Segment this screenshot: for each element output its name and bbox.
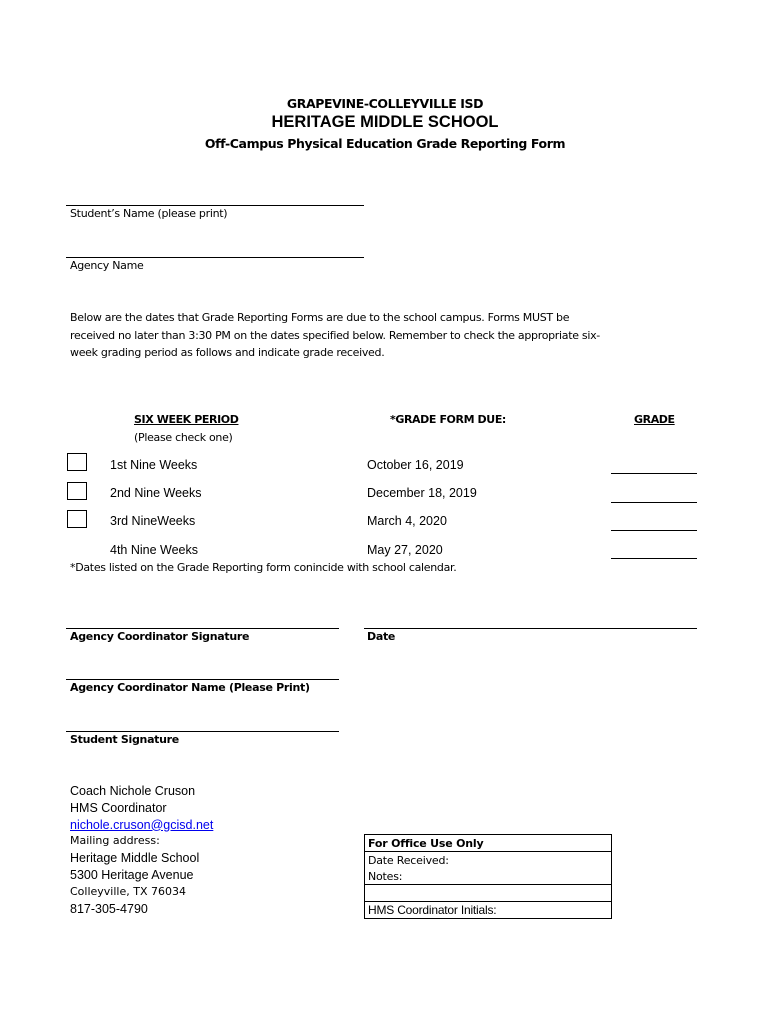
school-name: HERITAGE MIDDLE SCHOOL xyxy=(271,113,499,131)
contact-school: Heritage Middle School xyxy=(70,851,200,866)
contact-title: HMS Coordinator xyxy=(70,800,167,815)
hms-coordinator-initials-field[interactable]: HMS Coordinator Initials: xyxy=(365,902,612,919)
student-signature-label: Student Signature xyxy=(70,733,179,746)
period-3-checkbox[interactable] xyxy=(67,510,87,528)
contact-phone: 817-305-4790 xyxy=(70,901,148,916)
student-signature-line[interactable] xyxy=(66,731,339,732)
period-3-due: March 4, 2020 xyxy=(367,514,447,528)
form-title: Off-Campus Physical Education Grade Reporting Form xyxy=(204,136,566,151)
dates-footnote: *Dates listed on the Grade Reporting form conincide with school calendar. xyxy=(70,561,457,574)
date-label: Date xyxy=(367,630,396,643)
agency-coordinator-signature-line[interactable] xyxy=(66,628,339,629)
agency-coordinator-name-line[interactable] xyxy=(66,679,339,680)
period-4-label: 4th Nine Weeks xyxy=(110,543,199,557)
student-name-line[interactable] xyxy=(66,205,364,206)
date-line[interactable] xyxy=(364,628,697,629)
office-use-table xyxy=(364,834,612,919)
period-3-grade-line[interactable] xyxy=(611,530,697,531)
period-1-due: October 16, 2019 xyxy=(367,458,464,472)
period-4-grade-line[interactable] xyxy=(611,558,697,559)
student-name-label: Student’s Name (please print) xyxy=(70,207,228,220)
contact-block xyxy=(70,783,213,917)
period-2-checkbox[interactable] xyxy=(67,482,87,500)
period-2-label: 2nd Nine Weeks xyxy=(110,486,202,500)
mailing-address-label: Mailing address: xyxy=(70,834,160,848)
office-use-title: For Office Use Only xyxy=(365,835,612,852)
period-2-due: December 18, 2019 xyxy=(367,486,477,500)
date-received-field[interactable]: Date Received: xyxy=(365,852,612,869)
contact-email-link[interactable]: nichole.cruson@gcisd.net xyxy=(70,817,214,832)
period-3-label: 3rd NineWeeks xyxy=(110,514,196,528)
period-2-grade-line[interactable] xyxy=(611,502,697,503)
col-header-due: *GRADE FORM DUE: xyxy=(390,413,506,426)
period-1-checkbox[interactable] xyxy=(67,453,87,471)
office-blank-row[interactable] xyxy=(365,885,612,902)
agency-coordinator-name-label: Agency Coordinator Name (Please Print) xyxy=(70,681,310,694)
agency-coordinator-signature-label: Agency Coordinator Signature xyxy=(70,630,250,643)
col-header-period: SIX WEEK PERIOD xyxy=(134,413,239,426)
district-name: GRAPEVINE-COLLEYVILLE ISD xyxy=(286,96,484,111)
agency-name-line[interactable] xyxy=(66,257,364,258)
contact-city: Colleyville, TX 76034 xyxy=(70,884,186,898)
period-1-grade-line[interactable] xyxy=(611,473,697,474)
col-header-grade: GRADE xyxy=(634,413,675,426)
agency-name-label: Agency Name xyxy=(70,259,144,272)
contact-street: 5300 Heritage Avenue xyxy=(70,867,194,882)
period-4-due: May 27, 2020 xyxy=(367,543,443,557)
instructions-paragraph: Below are the dates that Grade Reporting Forms are due to the school campus. Forms MUST be received no later than 3:30 PM on the dates specified below. Remember to check the appropriate six-week grading period as follows and indicate grade received. xyxy=(70,311,600,359)
contact-name: Coach Nichole Cruson xyxy=(70,784,196,798)
period-1-label: 1st Nine Weeks xyxy=(110,458,198,472)
col-header-period-sub: (Please check one) xyxy=(134,431,233,444)
notes-field[interactable]: Notes: xyxy=(365,868,612,885)
